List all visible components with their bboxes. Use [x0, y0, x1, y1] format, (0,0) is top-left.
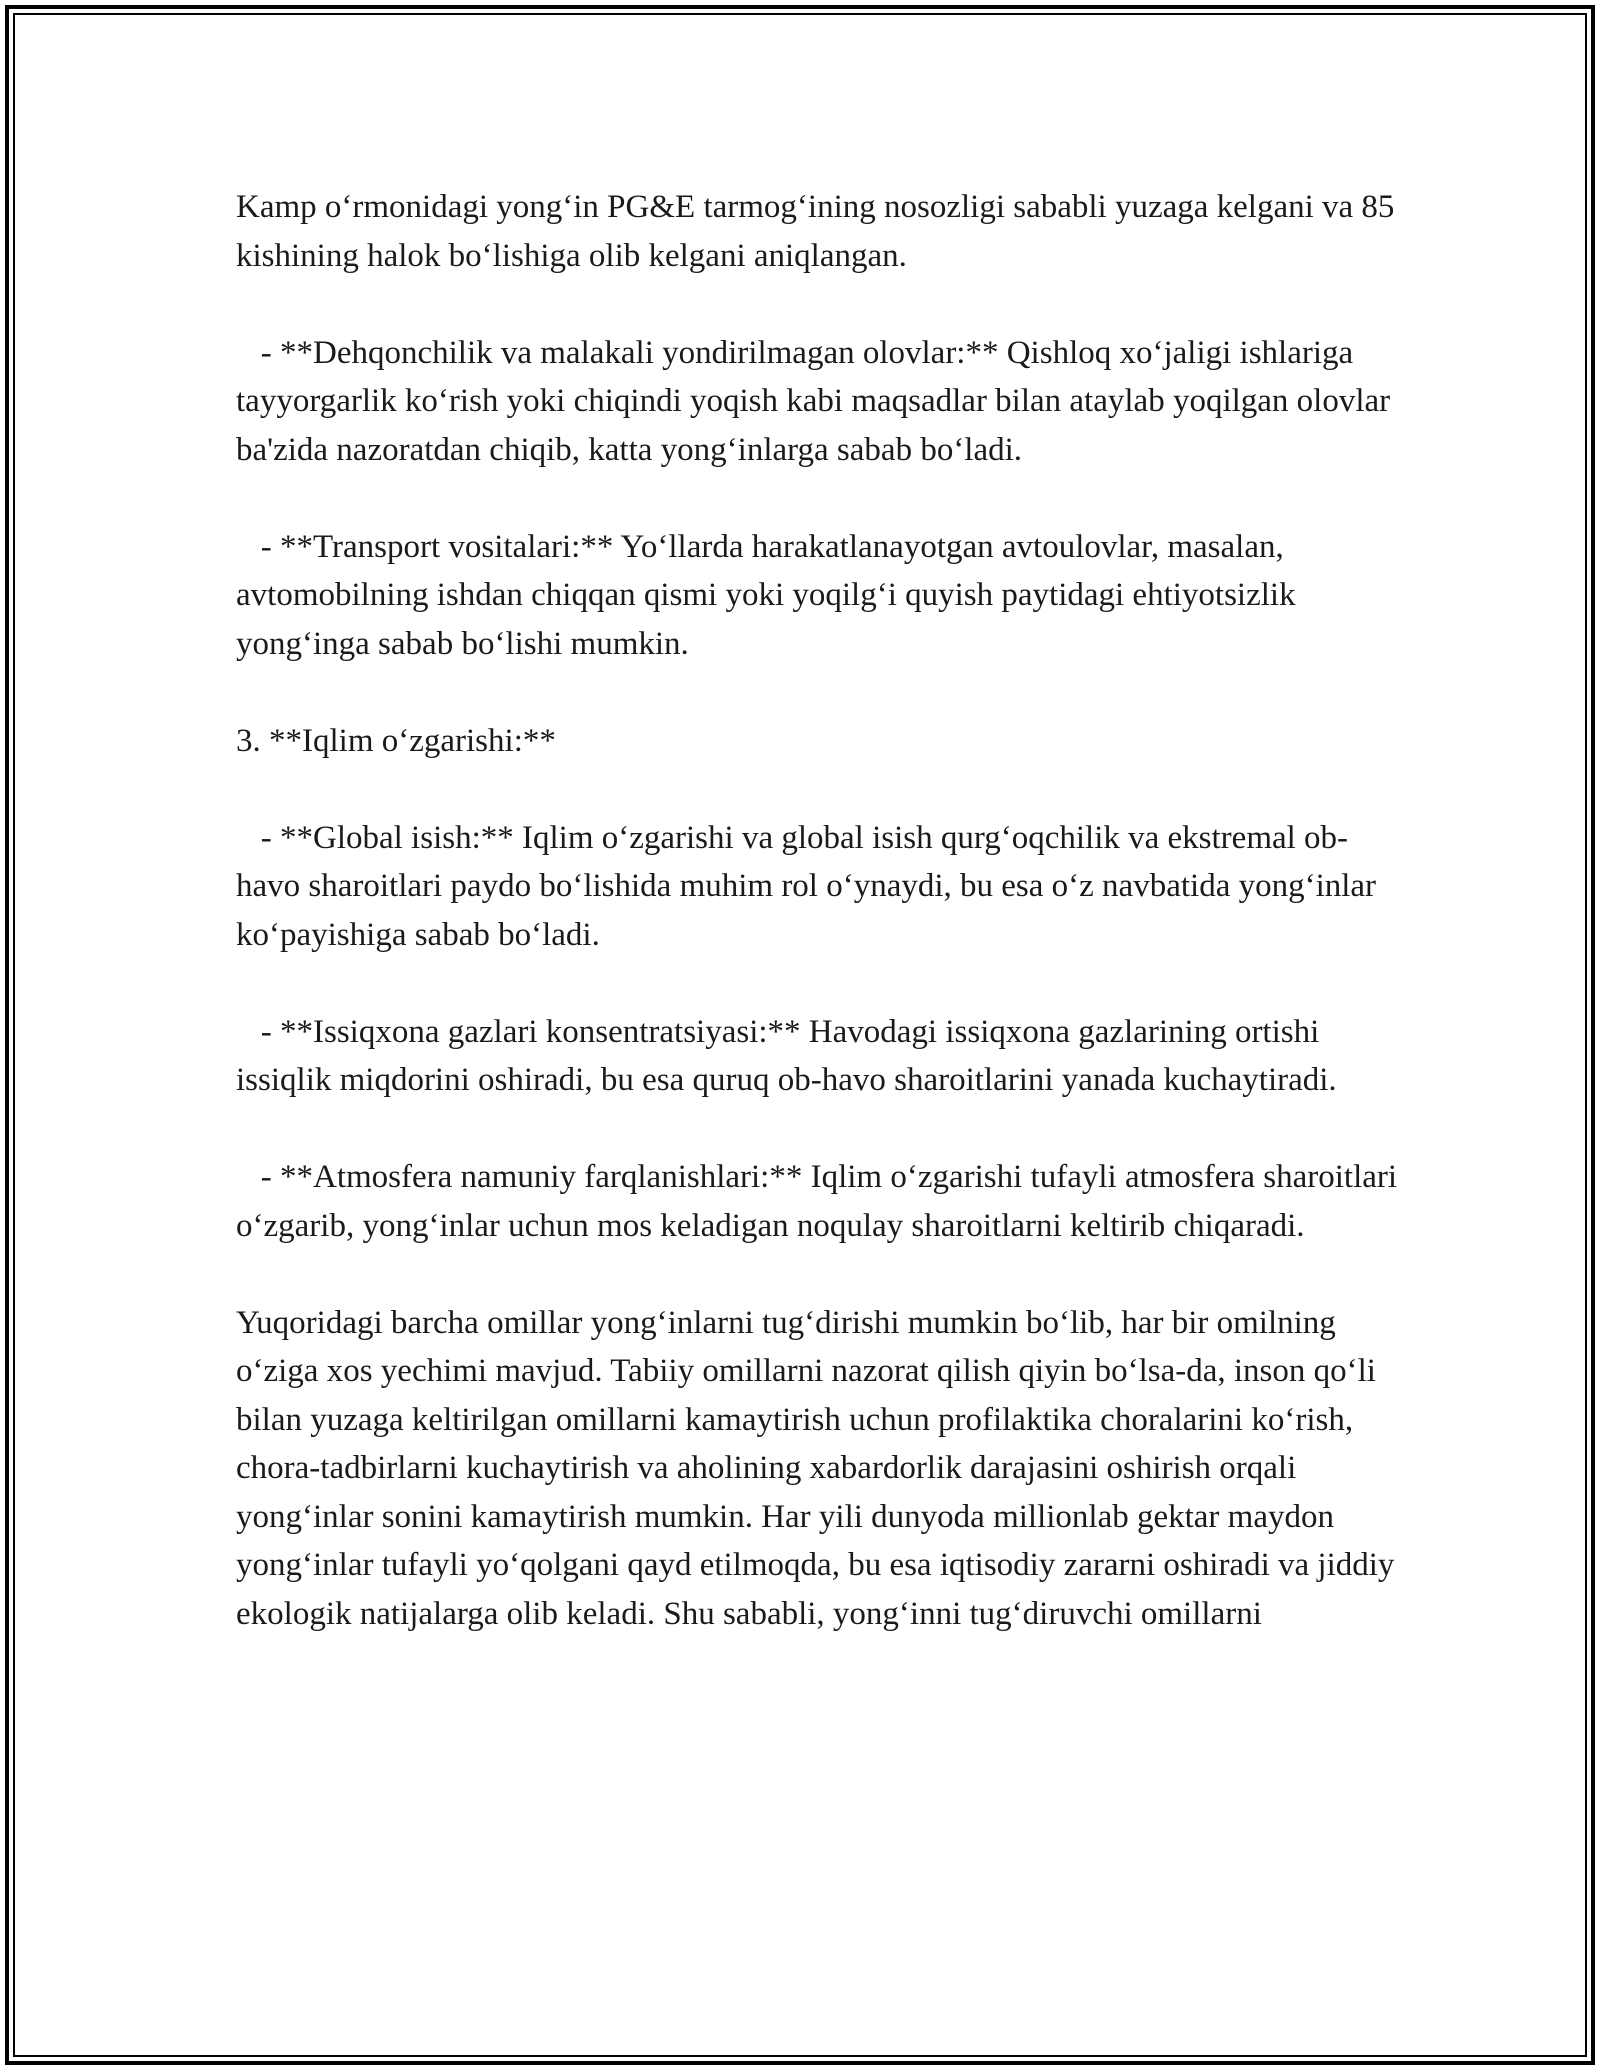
- list-item-greenhouse-gases: - **Issiqxona gazlari konsentratsiyasi:** Havodagi issiqxona gazlarining ortishi issiqlik miqdorini oshiradi, bu esa quruq ob-havo sharoitlarini yanada kuchaytiradi.: [236, 1013, 1337, 1098]
- list-item-global-warming: - **Global isish:** Iqlim o‘zgarishi va global isish qurg‘oqchilik va ekstremal ob-havo sharoitlari paydo bo‘lishida muhim rol o‘ynaydi, bu esa o‘z navbatida yong‘inlar ko‘payishiga sabab bo‘ladi.: [236, 819, 1385, 953]
- list-item-atmosphere: - **Atmosfera namuniy farqlanishlari:** Iqlim o‘zgarishi tufayli atmosfera sharoitlari o‘zgarib, yong‘inlar uchun mos keladigan noqulay sharoitlarni keltirib chiqaradi.: [236, 1159, 1406, 1244]
- paragraph-conclusion: Yuqoridagi barcha omillar yong‘inlarni tug‘dirishi mumkin bo‘lib, har bir omilning o‘ziga xos yechimi mavjud. Tabiiy omillarni nazorat qilish qiyin bo‘lsa-da, inson qo‘li bilan yuzaga keltirilgan omillarni kamaytirish uchun profilaktika choralarini ko‘rish, chora-tadbirlarni kuchaytirish va aholining xabardorlik darajasini oshirish orqali yong‘inlar sonini kamaytirish mumkin. Har yili dunyoda millionlab gektar maydon yong‘inlar tufayli yo‘qolgani qayd etilmoqda, bu esa iqtisodiy zararni oshiradi va jiddiy ekologik natijalarga olib keladi. Shu sababli, yong‘inni tug‘diruvchi omillarni: [236, 1304, 1403, 1632]
- document-body: [236, 183, 1406, 1638]
- list-item-transport: - **Transport vositalari:** Yo‘llarda harakatlanayotgan avtoulovlar, masalan, avtomobilning ishdan chiqqan qismi yoki yoqilg‘i quyish paytidagi ehtiyotsizlik yong‘inga sabab bo‘lishi mumkin.: [236, 528, 1304, 662]
- list-item-agricultural-burns: - **Dehqonchilik va malakali yondirilmagan olovlar:** Qishloq xo‘jaligi ishlariga tayyorgarlik ko‘rish yoki chiqindi yoqish kabi maqsadlar bilan ataylab yoqilgan olovlar ba'zida nazoratdan chiqib, katta yong‘inlarga sabab bo‘ladi.: [236, 334, 1399, 468]
- section-heading-climate-change: 3. **Iqlim o‘zgarishi:**: [236, 722, 556, 759]
- paragraph-camp-fire: Kamp o‘rmonidagi yong‘in PG&E tarmog‘ining nosozligi sababli yuzaga kelgani va 85 kishining halok bo‘lishiga olib kelgani aniqlangan.: [236, 189, 1403, 274]
